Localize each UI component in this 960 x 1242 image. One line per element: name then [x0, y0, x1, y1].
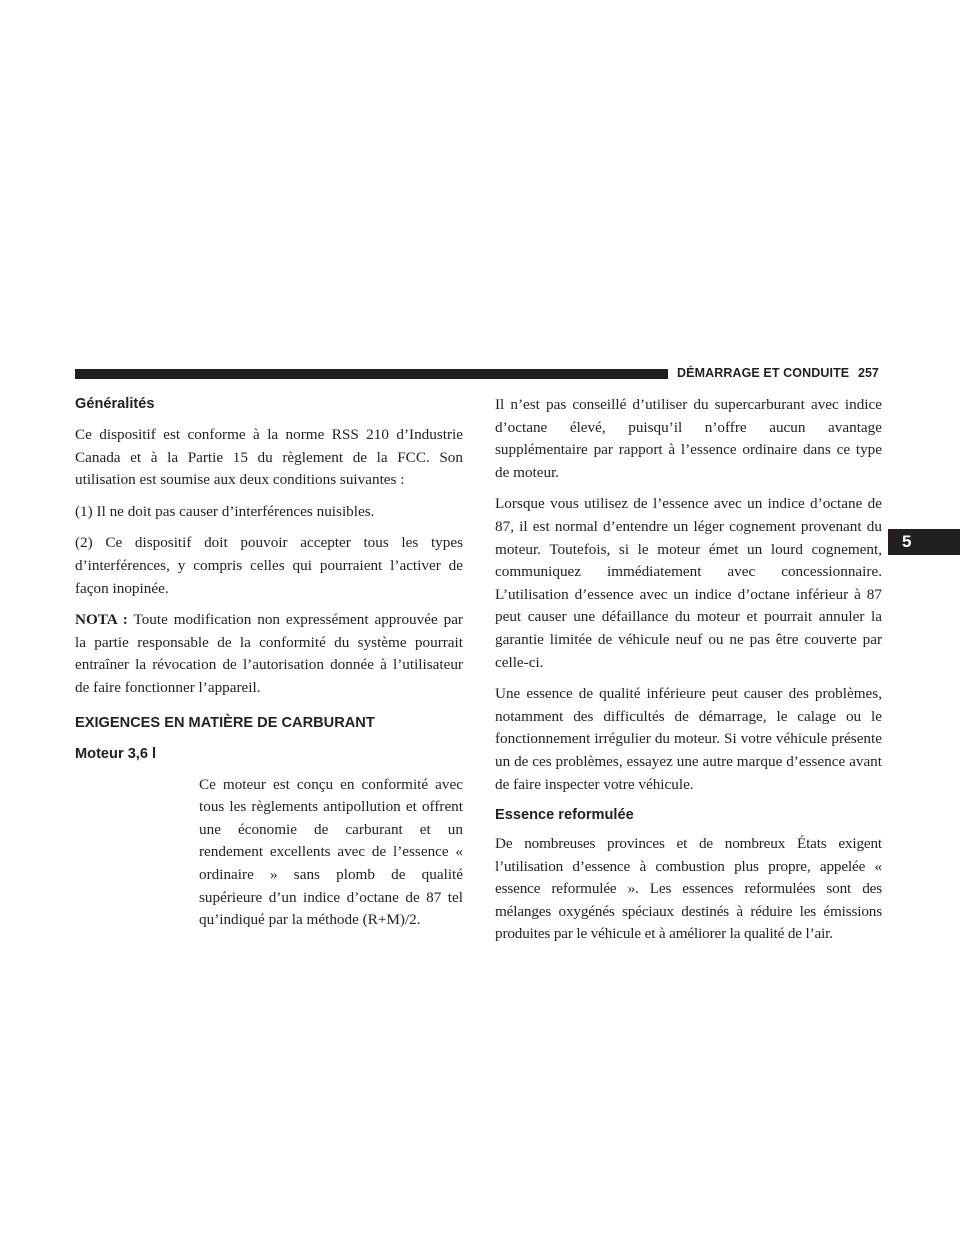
nota-label: NOTA :	[75, 611, 128, 629]
nota-text: Toute modification non expressément approuvée par la partie responsable de la conformité du système pourrait entraîner la révocation de l’autorisation donnée à l’utilisateur de faire fonctionner l’appareil.	[75, 611, 463, 696]
octane-paragraph-1: Il n’est pas conseillé d’utiliser du supercarburant avec indice d’octane élevé, puisqu’il n’offre aucun avantage supplémentaire par rapport à l’essence ordinaire dans ce type de moteur.	[495, 396, 882, 481]
chapter-tab: 5	[888, 529, 960, 555]
engine-text-block	[199, 774, 463, 932]
octane-paragraph-2: Lorsque vous utilisez de l’essence avec un indice d’octane de 87, il est normal d’entendre un léger cognement provenant du moteur. Toutefois, si le moteur émet un lourd cognement, communiquez immédiatement avec concessionnaire. L’utilisation d’essence avec un indice d’octane inférieur à 87 peut causer une défaillance du moteur et pourrait annuler la garantie limitée de véhicule neuf ou ne pas être couverte par celle-ci.	[495, 495, 882, 671]
fuel-requirements-heading: EXIGENCES EN MATIÈRE DE CARBURANT	[75, 714, 375, 731]
reformulated-paragraph: De nombreuses provinces et de nombreux États exigent l’utilisation d’essence à combustion plus propre, appelée « essence reformulée ». Les essences reformulées sont des mélanges oxygénés spéciaux destinés à réduire les émissions produites par le véhicule et à améliorer la qualité de l’air.	[495, 835, 882, 943]
right-column	[495, 394, 882, 955]
octane-paragraph-3: Une essence de qualité inférieure peut causer des problèmes, notamment des difficultés de démarrage, le calage ou le fonctionnement irrégulier du moteur. Si votre véhicule présente un de ces problèmes, essayez une autre marque d’essence avant de faire inspecter votre véhicule.	[495, 685, 882, 793]
nota-paragraph	[75, 609, 463, 699]
general-paragraph-1: Ce dispositif est conforme à la norme RSS 210 d’Industrie Canada et à la Partie 15 du règlement de la FCC. Son utilisation est soumise aux deux conditions suivantes :	[75, 426, 463, 489]
heading-general: Généralités	[75, 396, 155, 412]
running-header-title: DÉMARRAGE ET CONDUITE	[677, 366, 850, 380]
left-column	[75, 394, 463, 932]
header-rule	[75, 369, 668, 379]
general-paragraph-3: (2) Ce dispositif doit pouvoir accepter tous les types d’interférences, y compris celles qui pourraient l’activer de façon inopinée.	[75, 534, 463, 597]
page-number: 257	[858, 366, 879, 380]
general-paragraph-2: (1) Il ne doit pas causer d’interférences nuisibles.	[75, 502, 375, 520]
reformulated-heading: Essence reformulée	[495, 807, 634, 824]
engine-paragraph: Ce moteur est conçu en conformité avec tous les règlements antipollution et offrent une économie de carburant et un rendement excellents avec de l’essence « ordinaire » sans plomb de qualité supérieure d’un indice d’octane de 87 tel qu’indiqué par la méthode (R+M)/2.	[199, 775, 463, 929]
engine-subheading: Moteur 3,6 l	[75, 745, 157, 762]
